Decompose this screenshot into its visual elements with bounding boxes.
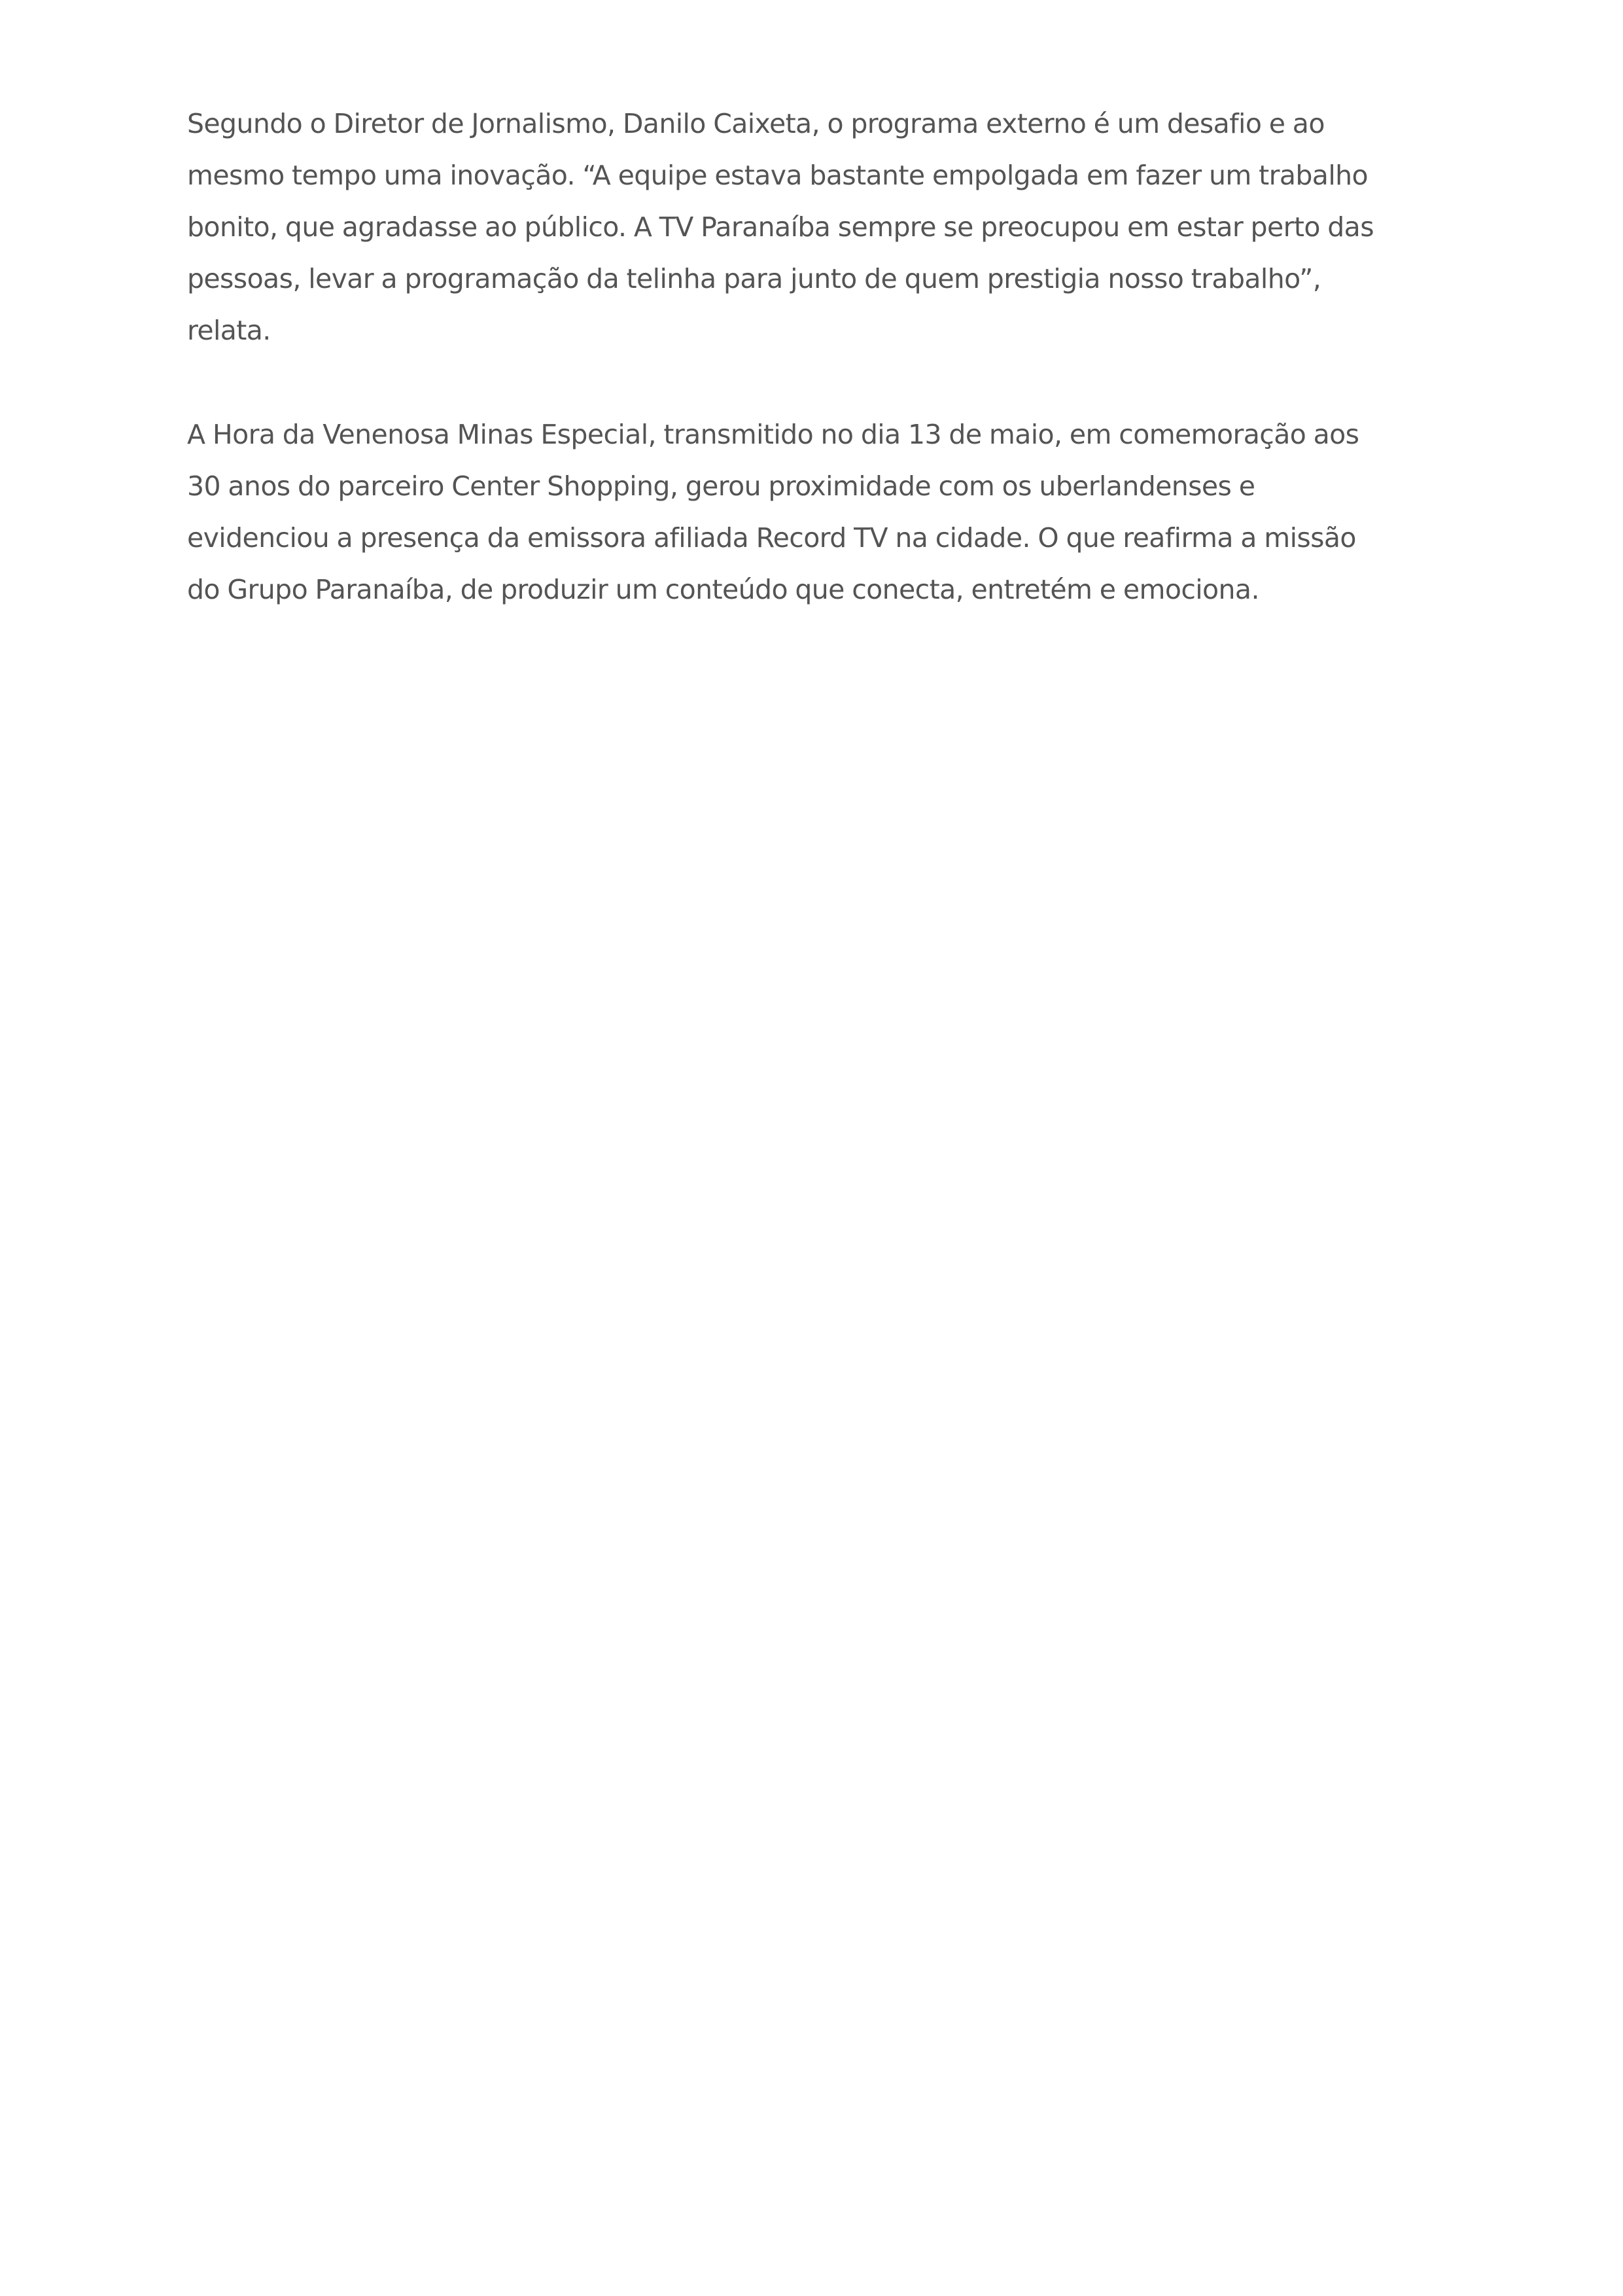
text-line: bonito, que agradasse ao público. A TV Paranaíba sempre se preocupou em estar perto das bbox=[187, 211, 1374, 243]
paragraph-director-quote bbox=[187, 98, 1443, 357]
paragraph-special-broadcast bbox=[187, 409, 1443, 616]
text-line: evidenciou a presença da emissora afiliada Record TV na cidade. O que reafirma a missão bbox=[187, 522, 1356, 554]
text-line: mesmo tempo uma inovação. “A equipe estava bastante empolgada em fazer um trabalho bbox=[187, 160, 1368, 191]
text-line: relata. bbox=[187, 315, 271, 346]
text-line: A Hora da Venenosa Minas Especial, transmitido no dia 13 de maio, em comemoração aos bbox=[187, 419, 1359, 450]
text-line: Segundo o Diretor de Jornalismo, Danilo Caixeta, o programa externo é um desafio e ao bbox=[187, 108, 1325, 139]
article-body bbox=[187, 98, 1443, 668]
text-line: 30 anos do parceiro Center Shopping, gerou proximidade com os uberlandenses e bbox=[187, 470, 1255, 502]
text-line: pessoas, levar a programação da telinha para junto de quem prestigia nosso trabalho”, bbox=[187, 263, 1321, 294]
text-line: do Grupo Paranaíba, de produzir um conteúdo que conecta, entretém e emociona. bbox=[187, 574, 1259, 605]
